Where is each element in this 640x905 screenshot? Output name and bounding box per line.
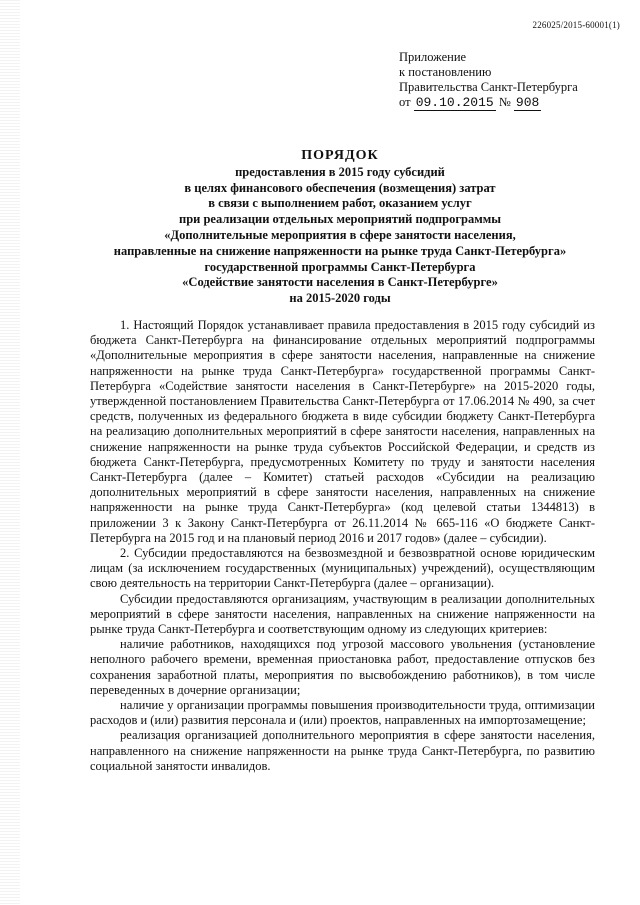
date-prefix: от xyxy=(399,95,411,109)
scan-edge xyxy=(0,0,20,905)
body-paragraph: Субсидии предоставляются организациям, участвующим в реализации дополнительных мероприятий в сфере занятости населения, направленных на снижение напряженности на рынке труда Санкт-Петербурга и соответствующим одному из следующих критериев: xyxy=(90,591,595,637)
title-line: «Дополнительные мероприятия в сфере занятости населения, xyxy=(164,227,516,242)
title-main: ПОРЯДОК xyxy=(301,148,379,163)
appendix-line-1: Приложение xyxy=(399,50,467,64)
title-line: «Содействие занятости населения в Санкт-Петербурге» xyxy=(182,275,498,290)
body-paragraph: наличие у организации программы повышения производительности труда, оптимизации расходов и (или) развития персонала и (или) проектов, направленных на импортозамещение; xyxy=(90,698,595,728)
appendix-line-3: Правительства Санкт-Петербурга xyxy=(399,80,578,94)
body-paragraph: 2. Субсидии предоставляются на безвозмездной и безвозвратной основе юридическим лицам (за исключением государственных (муниципальных) учреждений), осуществляющим свою деятельность на территории Санкт-Петербурга (далее – организации). xyxy=(90,546,595,591)
body-paragraph: наличие работников, находящихся под угрозой массового увольнения (установление неполного рабочего времени, временная приостановка работ, предоставление отпусков без сохранения заработной платы, мероприятия по высвобождению работников), в том числе переведенных в дочерние организации; xyxy=(90,637,595,697)
title-line: в целях финансового обеспечения (возмещения) затрат xyxy=(184,180,496,195)
title-line: при реализации отдельных мероприятий подпрограммы xyxy=(179,212,501,227)
title-line: предоставления в 2015 году субсидий xyxy=(235,164,445,179)
title-line: государственной программы Санкт-Петербурга xyxy=(204,259,476,274)
appendix-block xyxy=(399,50,599,110)
document-title xyxy=(60,148,620,307)
body-paragraph: реализация организацией дополнительного мероприятия в сфере занятости населения, направленного на снижение напряженности на рынке труда Санкт-Петербурга, по развитию социальной занятости инвалидов. xyxy=(90,728,595,773)
decree-number: 908 xyxy=(515,95,540,110)
appendix-date-line xyxy=(399,95,599,110)
document-body xyxy=(90,318,595,774)
appendix-line-2: к постановлению xyxy=(399,65,492,79)
document-number: 226025/2015-60001(1) xyxy=(532,20,620,30)
body-paragraph: 1. Настоящий Порядок устанавливает правила предоставления в 2015 году субсидий из бюджета Санкт-Петербурга на финансирование отдельных мероприятий подпрограммы «Дополнительные мероприятия в сфере занятости населения, направленные на снижение напряженности на рынке труда Санкт-Петербурга» государственной программы Санкт-Петербурга «Содействие занятости населения в Санкт-Петербурге» на 2015-2020 годы, утвержденной постановлением Правительства Санкт-Петербурга от 17.06.2014 № 490, за счет средств, полученных из федерального бюджета в виде субсидии бюджету Санкт-Петербурга на реализацию дополнительных мероприятий в сфере занятости населения, направленных на снижение напряженности на рынке труда субъектов Российской Федерации, и средств из бюджета Санкт-Петербурга, предусмотренных Комитету по труду и занятости населения Санкт-Петербурга (далее – Комитет) статьей расходов «Субсидии на реализацию дополнительных мероприятий в сфере занятости населения, направленных на снижение напряженности на рынке труда Санкт-Петербурга» (код целевой статьи 1344813) в приложении 3 к Закону Санкт-Петербурга от 26.11.2014 № 665-116 «О бюджете Санкт-Петербурга на 2015 год и на плановый период 2016 и 2017 годов» (далее – субсидии). xyxy=(90,318,595,545)
title-line: направленные на снижение напряженности на рынке труда Санкт-Петербурга» xyxy=(113,243,567,258)
decree-date: 09.10.2015 xyxy=(415,95,494,110)
title-line: в связи с выполнением работ, оказанием услуг xyxy=(208,196,472,211)
number-prefix: № xyxy=(498,95,511,109)
title-line: на 2015-2020 годы xyxy=(289,291,391,306)
